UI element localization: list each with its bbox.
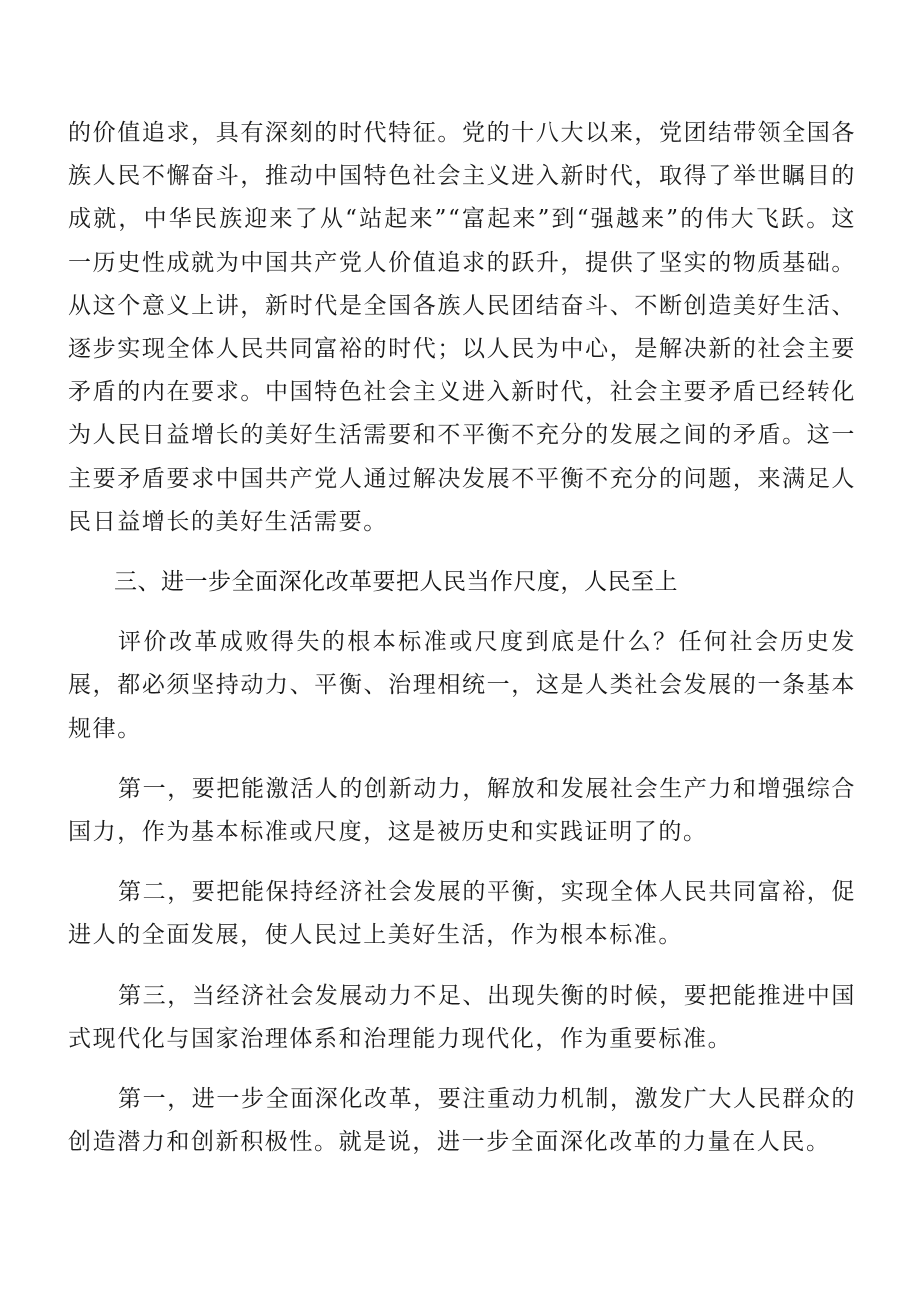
paragraph-first-dynamic-mechanism: 第一，进一步全面深化改革，要注重动力机制，激发广大人民群众的创造潜力和创新积极性。就是说，进一步全面深化改革的力量在人民。	[68, 1086, 856, 1156]
paragraph-third-standard: 第三，当经济社会发展动力不足、出现失衡的时候，要把能推进中国式现代化与国家治理体系和治理能力现代化，作为重要标准。	[68, 982, 856, 1052]
paragraph-evaluation-standard: 评价改革成败得失的根本标准或尺度到底是什么？任何社会历史发展，都必须坚持动力、平衡、治理相统一，这是人类社会发展的一条基本规律。	[68, 629, 856, 742]
section-heading-3: 三、进一步全面深化改革要把人民当作尺度，人民至上	[114, 569, 678, 596]
paragraph-continuation: 的价值追求，具有深刻的时代特征。党的十八大以来，党团结带领全国各族人民不懈奋斗，推动中国特色社会主义进入新时代，取得了举世瞩目的成就，中华民族迎来了从“站起来”“富起来”到“强越来”的伟大飞跃。这一历史性成就为中国共产党人价值追求的跃升，提供了坚实的物质基础。从这个意义上讲，新时代是全国各族人民团结奋斗、不断创造美好生活、逐步实现全体人民共同富裕的时代；以人民为中心，是解决新的社会主要矛盾的内在要求。中国特色社会主义进入新时代，社会主要矛盾已经转化为人民日益增长的美好生活需要和不平衡不充分的发展之间的矛盾。这一主要矛盾要求中国共产党人通过解决发展不平衡不充分的问题，来满足人民日益增长的美好生活需要。	[68, 120, 856, 535]
document-body	[68, 112, 856, 1164]
paragraph-first-standard: 第一，要把能激活人的创新动力，解放和发展社会生产力和增强综合国力，作为基本标准或尺度，这是被历史和实践证明了的。	[68, 775, 856, 846]
paragraph-second-standard: 第二，要把能保持经济社会发展的平衡，实现全体人民共同富裕，促进人的全面发展，使人民过上美好生活，作为根本标准。	[68, 879, 856, 949]
